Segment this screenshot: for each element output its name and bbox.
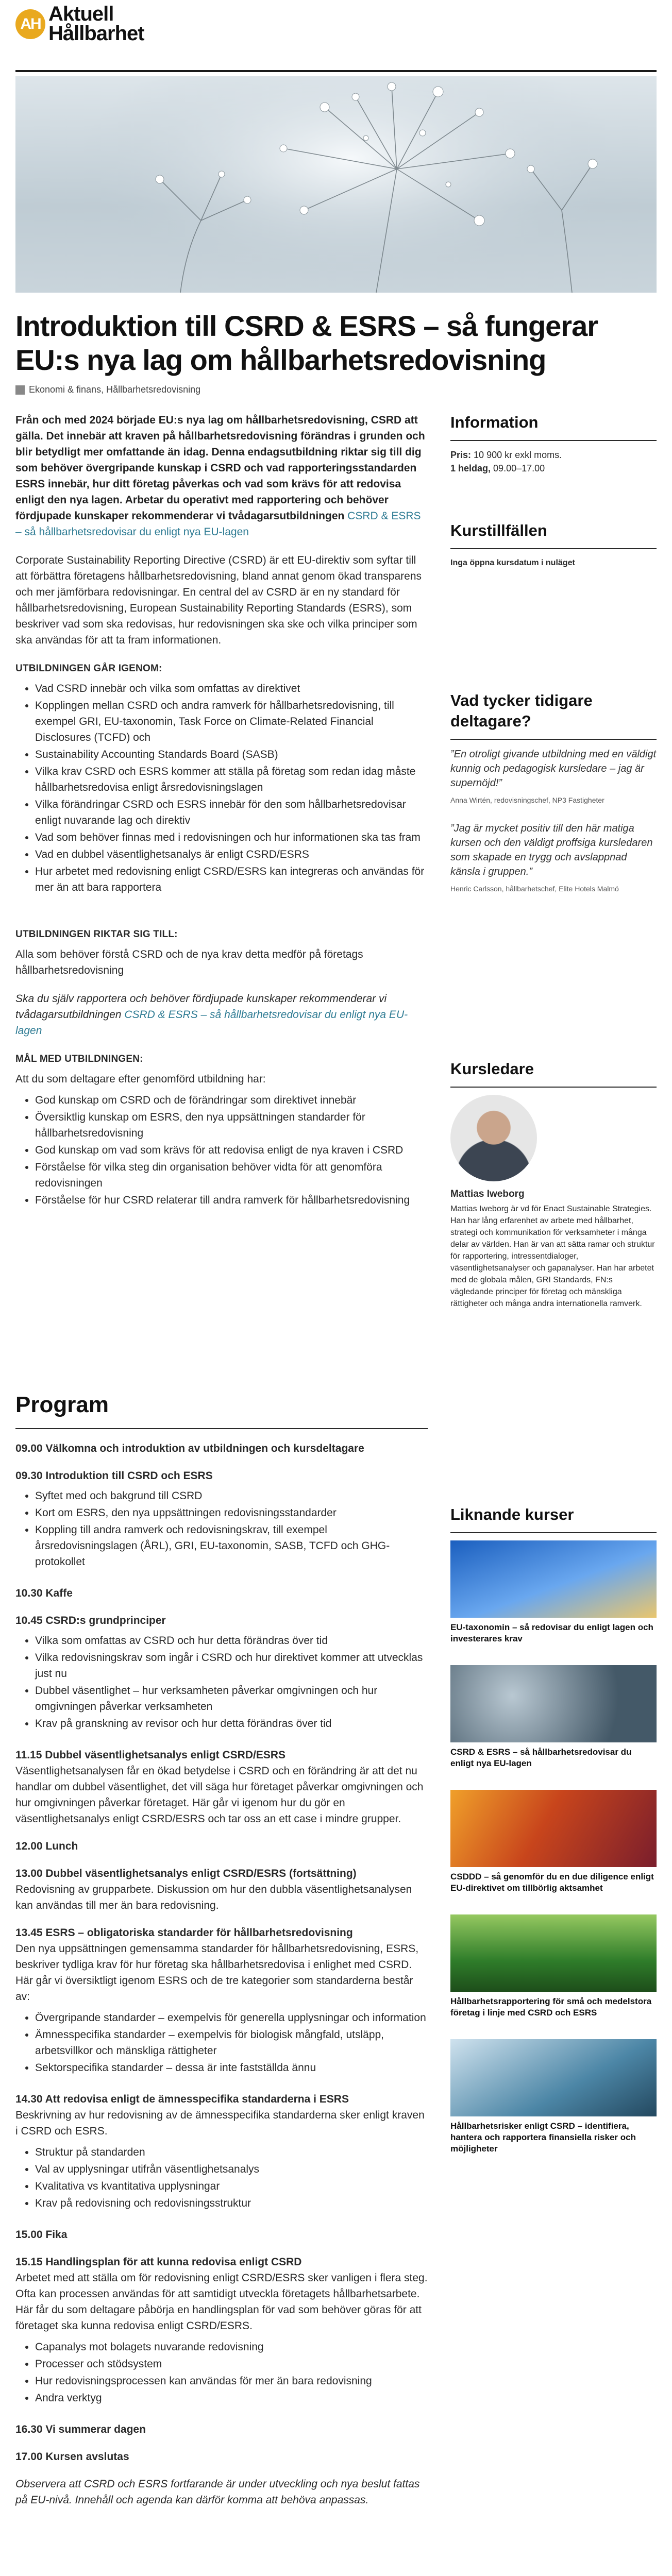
list-item: • Sektorspecifika standarder – dessa är inte fastställda ännu xyxy=(35,2060,428,2076)
similar-courses xyxy=(450,1504,657,2175)
list-item: • Hur redovisningsprocessen kan användas för mer än bara redovisning xyxy=(35,2373,428,2389)
review-author: Anna Wirtén, redovisningschef, NP3 Fastigheter xyxy=(450,796,604,804)
article-body xyxy=(15,412,428,1224)
list-item: • Ämnesspecifika standarder – exempelvis för biologisk mångfald, utsläpp, arbetsvillkor och mänskliga rättigheter xyxy=(35,2027,428,2059)
program-slot: 11.15 Dubbel väsentlighetsanalys enligt CSRD/ESRS xyxy=(15,1749,286,1761)
program-text: Beskrivning av hur redovisning av de ämnesspecifika standarderna sker enligt kraven i CSRD och ESRS. xyxy=(15,2109,425,2137)
goal-text: Att du som deltagare efter genomförd utbildning har: xyxy=(15,1073,266,1085)
goals-list xyxy=(35,1092,428,1208)
list-item: • Vilka redovisningskrav som ingår i CSRD och hur direktivet kommer att utvecklas just nu xyxy=(35,1650,428,1682)
price-row xyxy=(450,448,657,462)
article-categories xyxy=(15,384,200,395)
list-item: • Processer och stödsystem xyxy=(35,2356,428,2372)
leader-name: Mattias Iweborg xyxy=(450,1189,525,1199)
program-text: Redovisning av grupparbete. Diskussion om hur den dubbla väsentlighetsanalysen kan användas till mer än bara redovisning. xyxy=(15,1884,412,1911)
program-slot: 09.00 Välkomna och introduktion av utbildningen och kursdeltagare xyxy=(15,1443,364,1454)
program-list xyxy=(35,1633,428,1732)
recommendation xyxy=(15,991,428,1039)
course-title[interactable]: CSRD & ESRS – så hållbarhetsredovisar du enligt nya EU-lagen xyxy=(450,1747,632,1768)
duration-label: 1 heldag, xyxy=(450,463,491,473)
list-item: • Förståelse för vilka steg din organisation behöver vidta för att genomföra redovisningen xyxy=(35,1159,428,1191)
program-heading: Program xyxy=(15,1391,428,1429)
info-box xyxy=(450,412,657,475)
program-text: Väsentlighetsanalysen får en ökad betydelse i CSRD och en förändring är att det nu handlar om dubbel väsentlighet, det vill säga hur företaget påverkar omgivningen och hur omgivningen påverkar företaget. Här går vi igenom hur du gör en väsentlighetsanalys enligt CSRD/ESRS och tar oss an ett case i mindre grupper. xyxy=(15,1765,424,1825)
category-links[interactable]: Ekonomi & finans, Hållbarhetsredovisning xyxy=(29,384,201,395)
reviews-box xyxy=(450,690,657,910)
course-card[interactable] xyxy=(450,1540,657,1645)
leader-box xyxy=(450,1059,657,1310)
list-item: • Vad CSRD innebär och vilka som omfattas av direktivet xyxy=(35,681,428,697)
duration-value: 09.00–17.00 xyxy=(493,463,545,473)
list-item: • Kopplingen mellan CSRD och andra ramverk för hållbarhetsredovisning, till exempel GRI, EU-taxonomin, Task Force on Climate-Related Financial Disclosures (TCFD) och xyxy=(35,698,428,745)
review-quote: ”Jag är mycket positiv till den här matiga kursen och den väldigt proffsiga kursledaren som skapade en trygg och avslappnad känsla i gruppen.” xyxy=(450,823,653,877)
courses-heading: Liknande kurser xyxy=(450,1504,657,1533)
program-slot: 13.45 ESRS – obligatoriska standarder för hållbarhetsredovisning xyxy=(15,1927,353,1939)
program-text: Den nya uppsättningen gemensamma standarder för hållbarhetsredovisning, ESRS, beskriver tydliga krav för hur företag ska hållbarhetsredovisa i enlighet med CSRD. Här går vi översiktligt igenom ESRS och de tre kategorier som standarderna består av: xyxy=(15,1943,419,2003)
hero-image xyxy=(15,76,657,293)
list-item: • Vilka som omfattas av CSRD och hur detta förändras över tid xyxy=(35,1633,428,1649)
list-item: • Övergripande standarder – exempelvis för generella upplysningar och information xyxy=(35,2010,428,2026)
course-title[interactable]: Hållbarhetsrisker enligt CSRD – identifiera, hantera och rapportera finansiella risker och möjligheter xyxy=(450,2121,636,2154)
list-item: • Hur arbetet med redovisning enligt CSRD/ESRS kan integreras och användas för mer än att bara rapportera xyxy=(35,863,428,895)
course-title[interactable]: CSDDD – så genomför du en due diligence enligt EU-direktivet om tillbörlig aktsamhet xyxy=(450,1872,654,1893)
course-card[interactable] xyxy=(450,1914,657,2019)
recommendation-text: Ska du själv rapportera och behöver fördjupade kunskaper rekommenderar vi tvådagarsutbildningen xyxy=(15,993,387,1021)
list-item: • Kvalitativa vs kvantitativa upplysningar xyxy=(35,2178,428,2194)
program-slot: 10.45 CSRD:s grundprinciper xyxy=(15,1615,166,1626)
course-dates-box xyxy=(450,520,657,570)
list-item: • Dubbel väsentlighet – hur verksamheten påverkar omgivningen och hur omgivningen påverkar verksamheten xyxy=(35,1683,428,1715)
info-heading: Information xyxy=(450,412,657,441)
course-image[interactable] xyxy=(450,1665,657,1742)
list-item: • God kunskap om CSRD och de förändringar som direktivet innebär xyxy=(35,1092,428,1108)
program-slot: 12.00 Lunch xyxy=(15,1840,78,1852)
course-card[interactable] xyxy=(450,1790,657,1894)
price-label: Pris: xyxy=(450,450,472,460)
intro-paragraph: Corporate Sustainability Reporting Directive (CSRD) är ett EU-direktiv som syftar till att förbättra företagens hållbarhetsredovisning, bland annat genom ökad transparens och mer jämförbara redovisningar. En central del av CSRD är en ny standard för hållbarhetsredovisning, European Sustainability Reporting Standards (ESRS), som beskriver vad som ska redovisas, hur redovisningen ska ske och vilka principer som ska användas för att ta fram informationen. xyxy=(15,554,422,646)
program-slot: 13.00 Dubbel väsentlighetsanalys enligt CSRD/ESRS (fortsättning) xyxy=(15,1868,357,1879)
program-slot: 17.00 Kursen avslutas xyxy=(15,2451,129,2463)
course-card[interactable] xyxy=(450,2039,657,2155)
lead-course-link[interactable]: CSRD & ESRS – så hållbarhetsredovisar du enligt nya EU-lagen xyxy=(15,510,421,538)
logo-line-2: Hållbarhet xyxy=(48,22,144,45)
article-title: Introduktion till CSRD & ESRS – så fungerar EU:s nya lag om hållbarhetsredovisning xyxy=(15,310,598,376)
program-note: Observera att CSRD och ESRS fortfarande är under utveckling och nya beslut fattas på EU-nivå. Innehåll och agenda kan därför komma att behöva anpassas. xyxy=(15,2478,420,2506)
list-item: • Vad som behöver finnas med i redovisningen och hur informationen ska tas fram xyxy=(35,829,428,845)
course-title[interactable]: Hållbarhetsrapportering för små och medelstora företag i linje med CSRD och ESRS xyxy=(450,1996,652,2018)
list-item: • Capanalys mot bolagets nuvarande redovisning xyxy=(35,2339,428,2355)
topics-list xyxy=(35,681,428,895)
target-text: Alla som behöver förstå CSRD och de nya krav detta medför på företags hållbarhetsredovisning xyxy=(15,948,363,976)
course-image[interactable] xyxy=(450,1914,657,1992)
site-header xyxy=(15,0,657,72)
article-lead xyxy=(15,412,428,540)
leader-bio: Mattias Iweborg är vd för Enact Sustainable Strategies. Han har lång erfarenhet av arbete med hållbarhet, strategi och kommunikation för verksamheter i många delar av världen. Han är van att sätta ramar och struktur för rapportering, intressentdialoger, väsentlighetsanalyser och gapanalyser. Han har arbetet med de globala målen, GRI Standards, FN:s vägledande principer för företag och mänskliga rättigheter och många andra internationella ramverk. xyxy=(450,1205,655,1308)
program-list xyxy=(35,2339,428,2406)
course-card[interactable] xyxy=(450,1665,657,1769)
program-slot: 15.00 Fika xyxy=(15,2229,68,2241)
list-item: • Syftet med och bakgrund till CSRD xyxy=(35,1488,428,1504)
program-slot: 16.30 Vi summerar dagen xyxy=(15,2424,146,2435)
program-slot: 10.30 Kaffe xyxy=(15,1587,73,1599)
program-list xyxy=(35,2010,428,2076)
review-author: Henric Carlsson, hållbarhetschef, Elite Hotels Malmö xyxy=(450,885,619,893)
list-item: • Sustainability Accounting Standards Board (SASB) xyxy=(35,747,428,762)
goal-heading: MÅL MED UTBILDNINGEN: xyxy=(15,1054,143,1064)
page xyxy=(15,0,657,2506)
topics-heading: UTBILDNINGEN GÅR IGENOM: xyxy=(15,663,162,674)
list-item: • Vad en dubbel väsentlighetsanalys är enligt CSRD/ESRS xyxy=(35,846,428,862)
list-item: • Krav på redovisning och redovisningsstruktur xyxy=(35,2195,428,2211)
program-slot: 14.30 Att redovisa enligt de ämnesspecifika standarderna i ESRS xyxy=(15,2093,349,2105)
list-item: • Krav på granskning av revisor och hur detta förändras över tid xyxy=(35,1716,428,1732)
dandelion-dew-illustration xyxy=(15,76,657,293)
course-image[interactable] xyxy=(450,1790,657,1867)
price-value: 10 900 kr exkl moms. xyxy=(474,450,562,460)
site-logo[interactable] xyxy=(48,4,144,43)
list-item: • Vilka krav CSRD och ESRS kommer att ställa på företag som redan idag måste hållbarhetsredovisa enligt årsredovisningslagen xyxy=(35,764,428,795)
no-dates-text: Inga öppna kursdatum i nuläget xyxy=(450,558,575,567)
logo-mark[interactable]: AH xyxy=(15,9,45,39)
course-image[interactable] xyxy=(450,1540,657,1618)
category-icon xyxy=(15,385,25,395)
program-slot: 15.15 Handlingsplan för att kunna redovisa enligt CSRD xyxy=(15,2256,302,2268)
list-item: • Koppling till andra ramverk och redovisningskrav, till exempel årsredovisningslagen (ÅRL), GRI, EU-taxonomin, SASB, TCFD och GHG-protokollet xyxy=(35,1522,428,1570)
program-list xyxy=(35,2144,428,2211)
program-text: Arbetet med att ställa om för redovisning enligt CSRD/ESRS sker vanligen i flera steg. Ofta kan processen användas för att samtidigt utveckla företagets hållbarhetsarbete. Här får du som deltagare påbörja en handlingsplan för vad som behöver göras för att företaget ska kunna redovisa enligt CSRD/ESRS. xyxy=(15,2272,428,2332)
list-item: • Andra verktyg xyxy=(35,2390,428,2406)
recommendation-link[interactable]: CSRD & ESRS – så hållbarhetsredovisar du enligt nya EU-lagen xyxy=(15,1009,408,1037)
duration-row xyxy=(450,462,657,475)
list-item: • Översiktlig kunskap om ESRS, den nya uppsättningen standarder för hållbarhetsredovisning xyxy=(35,1109,428,1141)
leader-portrait xyxy=(450,1095,537,1181)
lead-text: Från och med 2024 började EU:s nya lag om hållbarhetsredovisning, CSRD att gälla. Det innebär att kraven på hållbarhetsredovisning förändras i grunden och blir betydligt mer omfattande än idag. Denna endagsutbildning riktar sig till dig som behöver övergripande kunskap i CSRD och vad rapporteringsstandarden ESRS innebär, hur ditt företag påverkas och vad som krävs för att redovisa enligt den nya lagen. Arbetar du operativt med rapportering och behöver fördjupade kunskaper rekommenderar vi tvådagarsutbildningen xyxy=(15,414,425,522)
dates-heading: Kurstillfällen xyxy=(450,520,657,549)
list-item: • Förståelse för hur CSRD relaterar till andra ramverk för hållbarhetsredovisning xyxy=(35,1192,428,1208)
reviews-heading: Vad tycker tidigare deltagare? xyxy=(450,690,657,740)
leader-heading: Kursledare xyxy=(450,1059,657,1088)
program-slot: 09.30 Introduktion till CSRD och ESRS xyxy=(15,1470,213,1482)
list-item: • Val av upplysningar utifrån väsentlighetsanalys xyxy=(35,2161,428,2177)
program-section xyxy=(15,1391,428,2508)
logo-line-1: Aktuell xyxy=(48,3,114,25)
program-list xyxy=(35,1488,428,1570)
list-item: • Struktur på standarden xyxy=(35,2144,428,2160)
course-image[interactable] xyxy=(450,2039,657,2116)
review-quote: ”En otroligt givande utbildning med en väldigt kunnig och pedagogisk kursledare – jag är supernöjd!” xyxy=(450,749,657,789)
list-item: • God kunskap om vad som krävs för att redovisa enligt de nya kraven i CSRD xyxy=(35,1142,428,1158)
list-item: • Kort om ESRS, den nya uppsättningen redovisningsstandarder xyxy=(35,1505,428,1521)
target-heading: UTBILDNINGEN RIKTAR SIG TILL: xyxy=(15,929,178,940)
list-item: • Vilka förändringar CSRD och ESRS innebär för den som hållbarhetsredovisar enligt nuvarande lag och direktiv xyxy=(35,796,428,828)
course-title[interactable]: EU-taxonomin – så redovisar du enligt lagen och investerares krav xyxy=(450,1622,653,1643)
